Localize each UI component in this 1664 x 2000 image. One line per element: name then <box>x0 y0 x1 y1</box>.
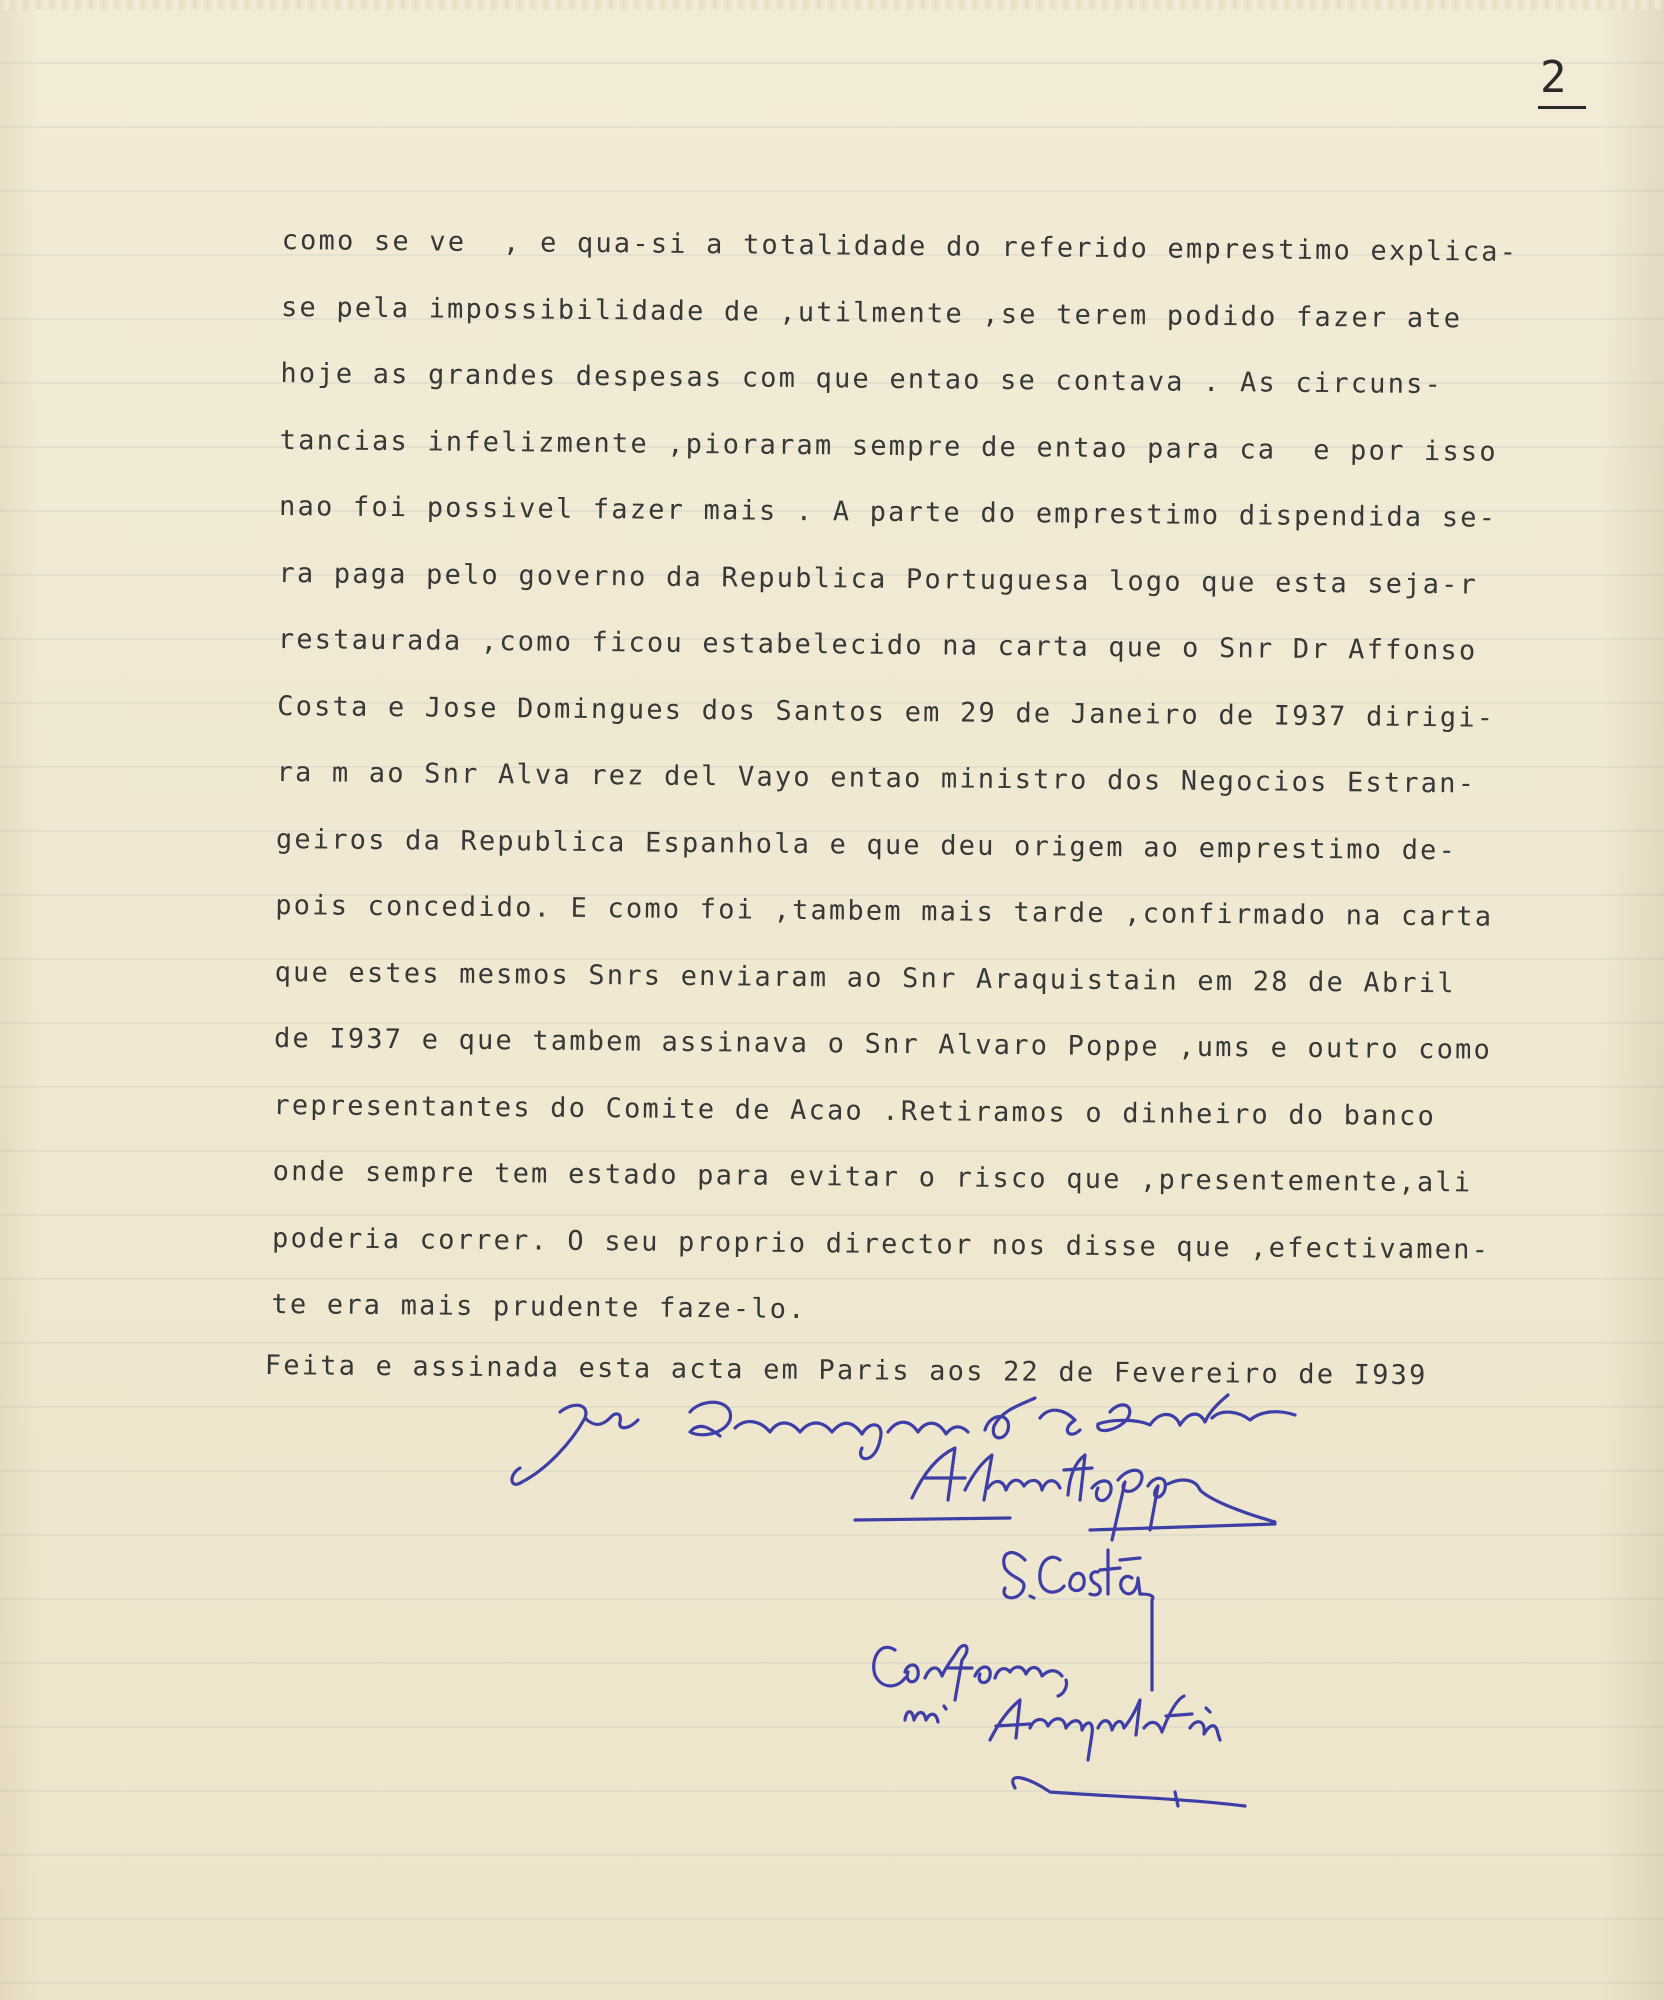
text-line: geiros da Republica Espanhola e que deu origem ao emprestimo de- <box>275 823 1458 866</box>
text-line: te era mais prudente faze-lo. <box>271 1288 807 1326</box>
text-line: Costa e Jose Domingues dos Santos em 29 de Janeiro de I937 dirigi- <box>277 690 1496 734</box>
text-line: poderia correr. O seu proprio director nos disse que ,efectivamen- <box>271 1222 1491 1266</box>
text-line: ra m ao Snr Alva rez del Vayo entao ministro dos Negocios Estran- <box>276 756 1477 800</box>
text-line: ra paga pelo governo da Republica Portuguesa logo que esta seja-r <box>278 557 1479 600</box>
text-line: restaurada ,como ficou estabelecido na carta que o Snr Dr Affonso <box>277 623 1478 667</box>
signature-conforme-araquistain <box>874 1645 1245 1806</box>
signature-costa <box>1004 1550 1153 1690</box>
torn-paper-edge <box>0 0 1664 10</box>
text-line: que estes mesmos Snrs enviaram ao Snr Araquistain em 28 de Abril <box>274 956 1456 999</box>
text-line: tancias infelizmente ,pioraram sempre de entao para ca e por isso <box>279 424 1498 468</box>
text-line: nao foi possivel fazer mais . A parte do emprestimo dispendida se- <box>278 490 1498 534</box>
text-line: pois concedido. E como foi ,tambem mais tarde ,confirmado na carta <box>275 889 1494 933</box>
text-line: hoje as grandes despesas com que entao se contava . As circuns- <box>280 357 1444 401</box>
signature-alvaro-poppe <box>855 1448 1275 1540</box>
page-number: 2 <box>1540 52 1567 103</box>
text-line: representantes do Comite de Acao .Retiramos o dinheiro do banco <box>273 1089 1437 1132</box>
signature-jose-domingues-dos-santos <box>512 1395 1295 1484</box>
text-line: onde sempre tem estado para evitar o risco que ,presentemente,ali <box>272 1155 1473 1199</box>
page-number-underline <box>1538 106 1586 109</box>
typed-body-text <box>271 208 1602 1351</box>
text-line: se pela impossibilidade de ,utilmente ,se terem podido fazer ate <box>280 291 1463 334</box>
text-line: de I937 e que tambem assinava o Snr Alvaro Poppe ,ums e outro como <box>273 1022 1493 1066</box>
closing-statement: Feita e assinada esta acta em Paris aos 22 de Fevereiro de I939 <box>264 1350 1428 1392</box>
text-line: como se ve , e qua-si a totalidade do referido emprestimo explica- <box>281 224 1519 268</box>
